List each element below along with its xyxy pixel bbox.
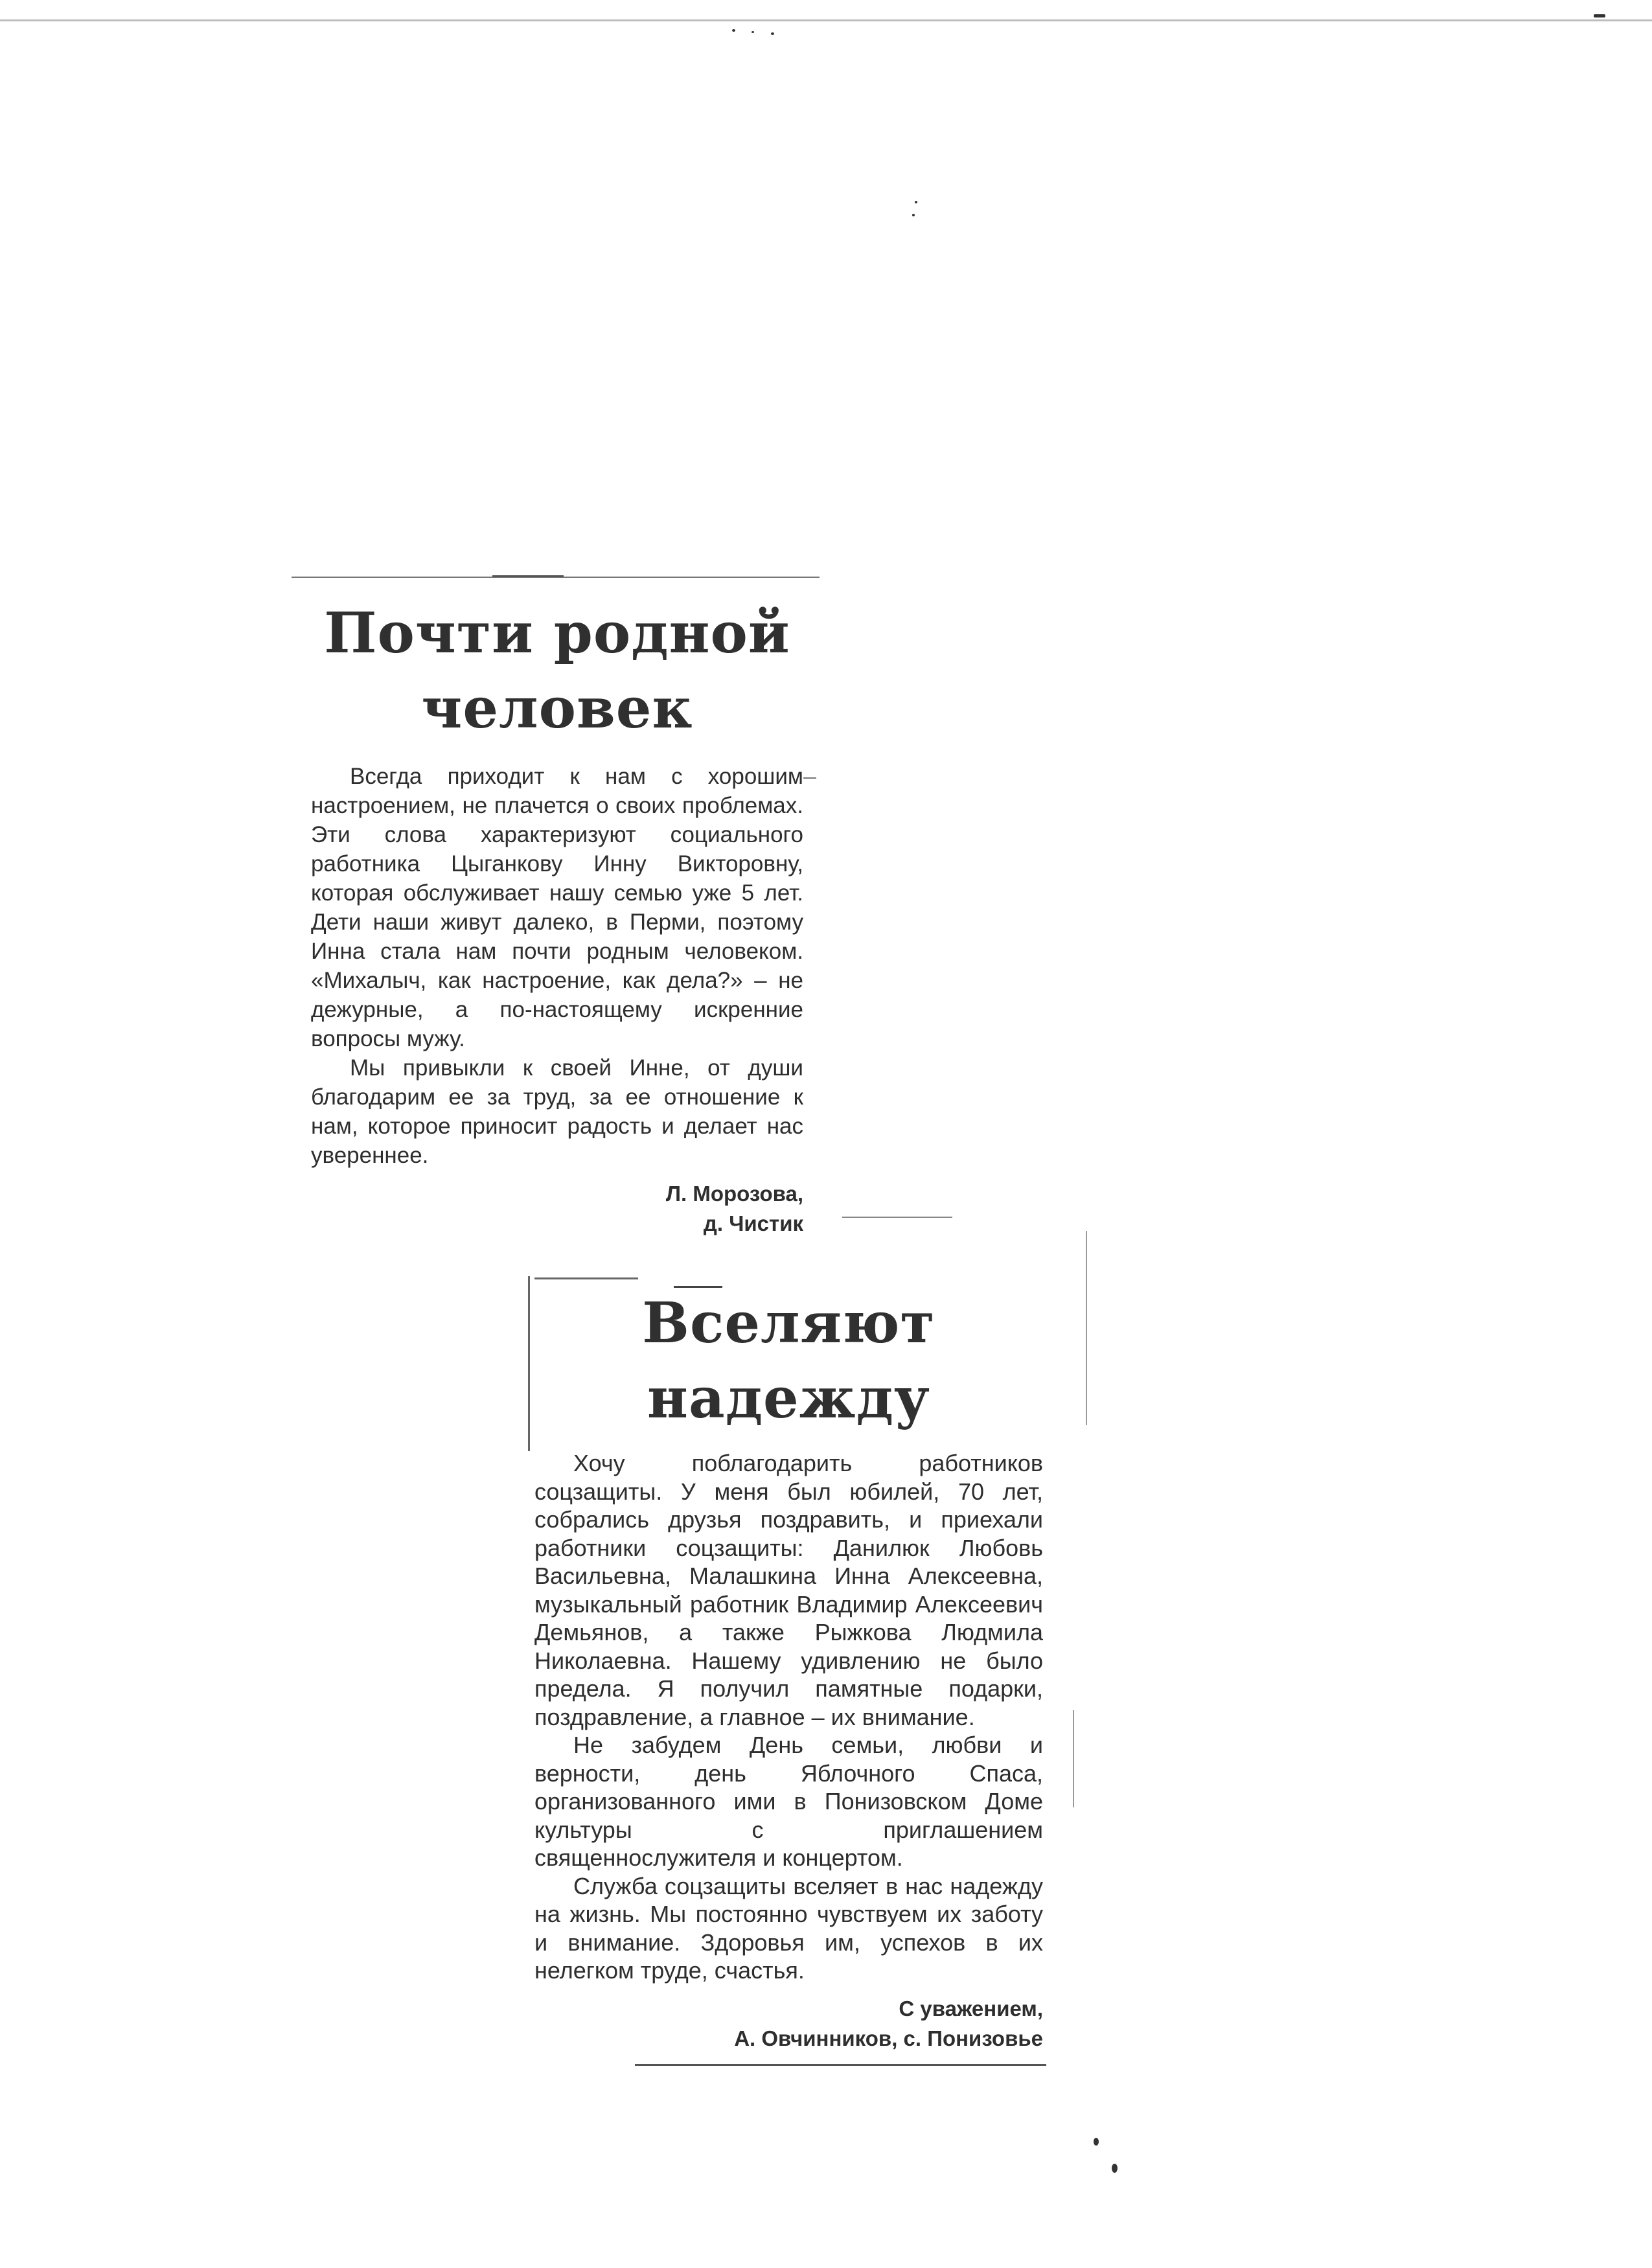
headline-line: человек — [421, 676, 693, 741]
scan-speck — [1094, 2138, 1099, 2146]
headline-line: Вселяют — [642, 1290, 935, 1356]
signature-line: С уважением, — [899, 1996, 1043, 2021]
clipping-edge-bottom — [635, 2064, 1046, 2066]
article-headline — [534, 1286, 1043, 1436]
headline-line: надежду — [647, 1366, 930, 1431]
signature-line: А. Овчинников, с. Понизовье — [734, 2026, 1043, 2050]
clipping-edge-right — [803, 777, 816, 779]
clipping-edge-right — [1086, 1231, 1087, 1425]
scan-speck — [915, 201, 917, 203]
article-headline — [311, 596, 803, 746]
headline-line: Почти родной — [324, 601, 790, 666]
clipping-edge-top — [534, 1277, 638, 1279]
scan-speck — [912, 214, 915, 216]
article-body — [311, 762, 803, 1170]
scan-speck — [771, 32, 774, 35]
scan-edge-line — [0, 19, 1652, 21]
article-paragraph: Хочу поблагодарить работников соцзащиты. У меня был юбилей, 70 лет, собрались друзья поздравить, и приехали работники соцзащиты: Данилюк Любовь Васильевна, Малашкина Инна Алексеевна, музыкальный работник Владимир Алексеевич Демьянов, а также Рыжкова Людмила Николаевна. Нашему удивлению не было предела. Я получил памятные подарки, поздравление, а главное – их внимание. — [534, 1450, 1043, 1730]
signature-line: Л. Морозова, — [665, 1182, 803, 1206]
article-body — [534, 1449, 1043, 1985]
clipping-edge-right — [842, 1217, 952, 1218]
article-almost-family — [311, 596, 803, 1239]
article-paragraph: Служба соцзащиты вселяет в нас надежду на жизнь. Мы постоянно чувствуем их заботу и внимание. Здоровья им, успехов в их нелегком труде, счастья. — [534, 1872, 1043, 1984]
clipping-edge-left — [528, 1276, 530, 1451]
article-paragraph: Мы привыкли к своей Инне, от души благодарим ее за труд, за ее отношение к нам, которое приносит радость и делает нас увереннее. — [311, 1055, 803, 1168]
article-paragraph: Не забудем День семьи, любви и верности, день Яблочного Спаса, организованного ими в Понизовском Доме культуры с приглашением священнослужителя и концертом. — [534, 1732, 1043, 1871]
scan-speck — [751, 31, 754, 33]
scan-speck — [732, 29, 735, 32]
article-signature — [311, 1179, 803, 1239]
article-inspire-hope — [534, 1286, 1043, 2054]
scan-speck — [1594, 14, 1605, 17]
article-signature — [534, 1994, 1043, 2054]
article-paragraph: Всегда приходит к нам с хорошим настроением, не плачется о своих проблемах. Эти слова характеризуют социального работника Цыганкову Инну Викторовну, которая обслуживает нашу семью уже 5 лет. Дети наши живут далеко, в Перми, поэтому Инна стала нам почти родным человеком. «Михалыч, как настроение, как дела?» – не дежурные, а по-настоящему искренние вопросы мужу. — [311, 764, 803, 1051]
clipping-edge-top — [492, 575, 564, 577]
scan-speck — [1112, 2164, 1118, 2173]
clipping-edge-right — [1073, 1710, 1074, 1807]
signature-line: д. Чистик — [703, 1211, 803, 1235]
